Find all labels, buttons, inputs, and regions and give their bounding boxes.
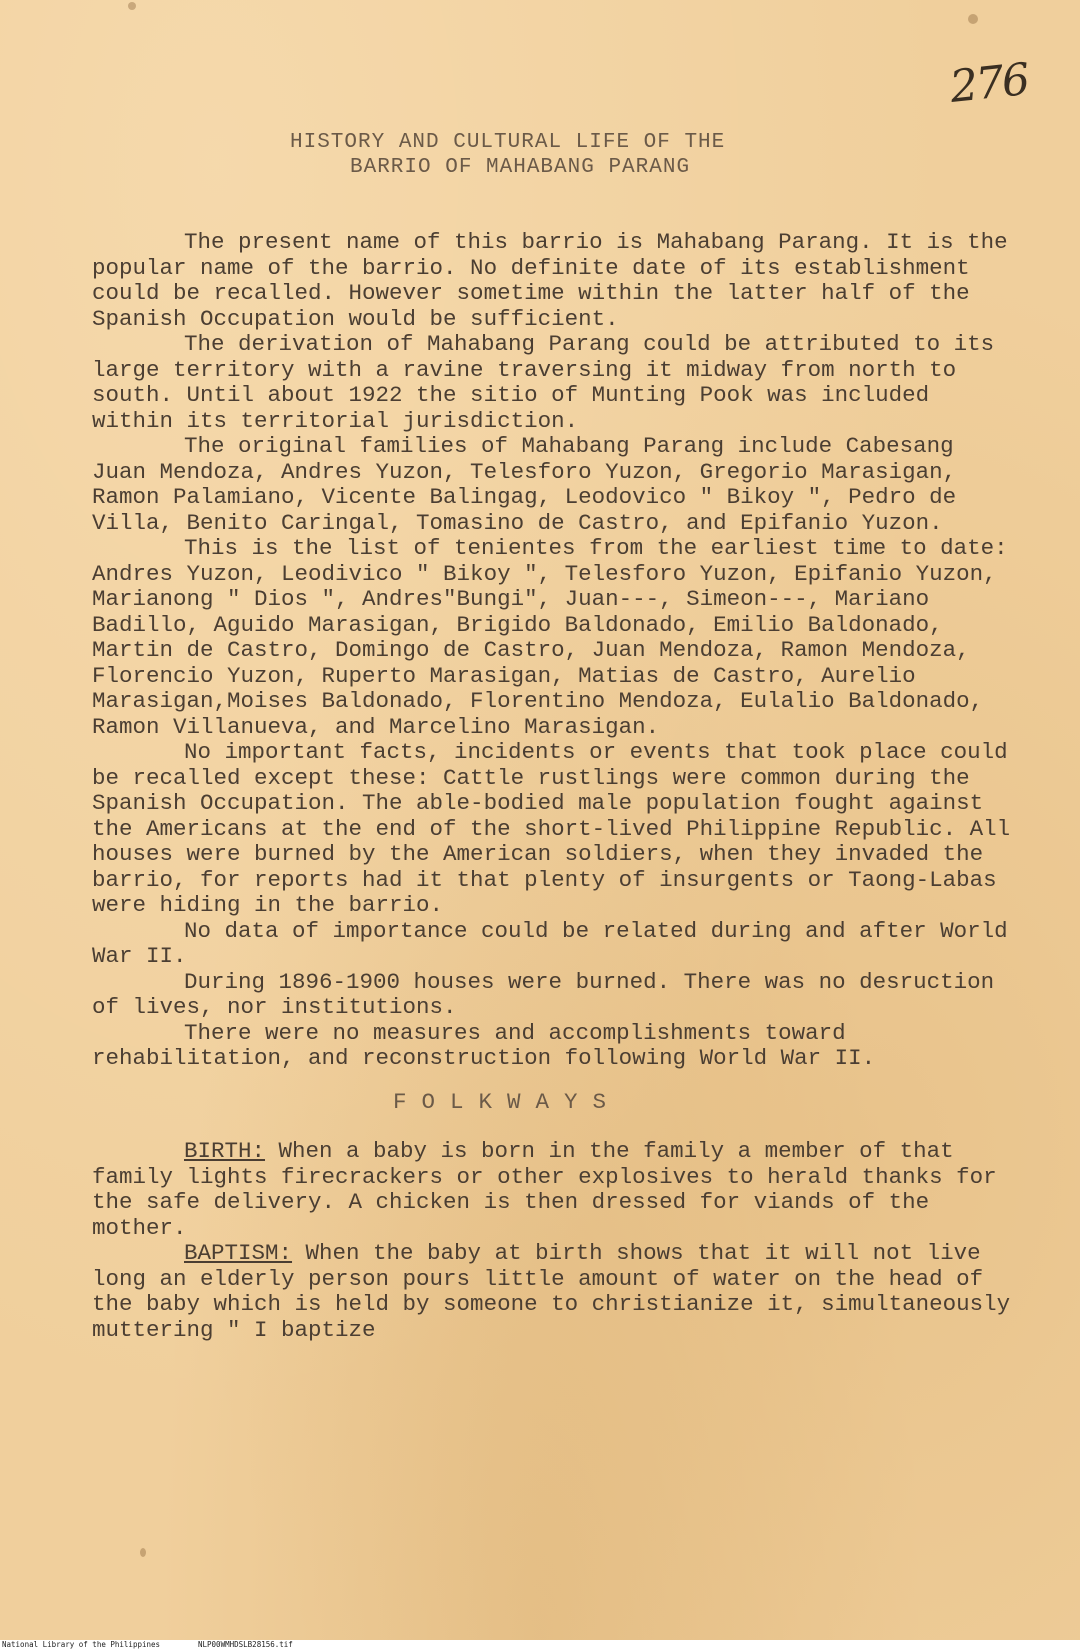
paragraph-tenientes: This is the list of tenientes from the earliest time to date: Andres Yuzon, Leodivico " Bikoy ", Telesforo Yuzon, Epifanio Yuzon, Marianong " Dios ", Andres"Bungi", Juan---, Simeon---, Mariano Badillo, Aguido Marasigan, Brigido Baldonado, Emilio Baldonado, Martin de Castro, Domingo de Castro, Juan Mendoza, Ramon Mendoza, Florencio Yuzon, Ruperto Marasigan, Matias de Castro, Aurelio Marasigan,Moises Baldonado, Florentino Mendoza, Eulalio Baldonado, Ramon Villanueva, and Marcelino Marasigan. xyxy=(92,535,1008,740)
folkway-baptism xyxy=(92,1241,1012,1343)
section-heading-folkways: FOLKWAYS xyxy=(392,1088,622,1115)
paragraph-houses-burned: During 1896-1900 houses were burned. There was no desruction of lives, nor institutions. xyxy=(92,968,995,1020)
stain-spot xyxy=(128,2,136,10)
title-line-1: HISTORY AND CULTURAL LIFE OF THE xyxy=(290,131,726,154)
folkway-baptism-label: BAPTISM: xyxy=(184,1240,293,1266)
footer-library-name: National Library of the Philippines xyxy=(2,1640,161,1649)
paragraph-derivation: The derivation of Mahabang Parang could be attributed to its large territory with a ravine traversing it midway from north to south. Until about 1922 the sitio of Munting Pook was included within its territorial jurisdiction. xyxy=(92,331,995,434)
paragraph-rehabilitation: There were no measures and accomplishments toward rehabilitation, and reconstruction following World War II. xyxy=(92,1019,876,1071)
stain-spot xyxy=(140,1548,146,1557)
handwritten-page-number: 276 xyxy=(947,54,1031,113)
folkway-birth-label: BIRTH: xyxy=(184,1138,266,1164)
scan-footer xyxy=(0,1640,1080,1650)
title-line-2: BARRIO OF MAHABANG PARANG xyxy=(350,156,691,179)
stain-spot xyxy=(968,14,978,24)
paragraph-barrio-name: The present name of this barrio is Mahabang Parang. It is the popular name of the barrio. No definite date of its establishment could be recalled. However sometime within the latter half of the Spanish Occupation would be sufficient. xyxy=(92,229,1008,332)
paragraph-world-war-ii: No data of importance could be related during and after World War II. xyxy=(92,917,1008,969)
paragraph-important-events: No important facts, incidents or events that took place could be recalled except these: Cattle rustlings were common during the Spanish Occupation. The able-bodied male population fought against the Americans at the end of the short-lived Philippine Republic. All houses were burned by the American soldiers, when they invaded the barrio, for reports had it that plenty of insurgents or Taong-Labas were hiding in the barrio. xyxy=(92,739,1011,918)
footer-file-id: NLP00WMHDSLB28156.tif xyxy=(198,1640,293,1649)
folkway-baptism-text: When the baby at birth shows that it will not live long an elderly person pours little amount of water on the head of the baby which is held by someone to christianize it, simultaneously muttering " I baptize xyxy=(92,1240,1011,1343)
document-body xyxy=(92,230,1012,1343)
folkway-birth-text: When a baby is born in the family a member of that family lights firecrackers or other explosives to herald thanks for the safe delivery. A chicken is then dressed for viands of the mother. xyxy=(92,1138,997,1241)
folkway-birth xyxy=(92,1139,1012,1241)
paragraph-original-families: The original families of Mahabang Parang include Cabesang Juan Mendoza, Andres Yuzon, Telesforo Yuzon, Gregorio Marasigan, Ramon Palamiano, Vicente Balingag, Leodovico " Bikoy ", Pedro de Villa, Benito Caringal, Tomasino de Castro, and Epifanio Yuzon. xyxy=(92,433,957,536)
document-title xyxy=(290,130,850,180)
